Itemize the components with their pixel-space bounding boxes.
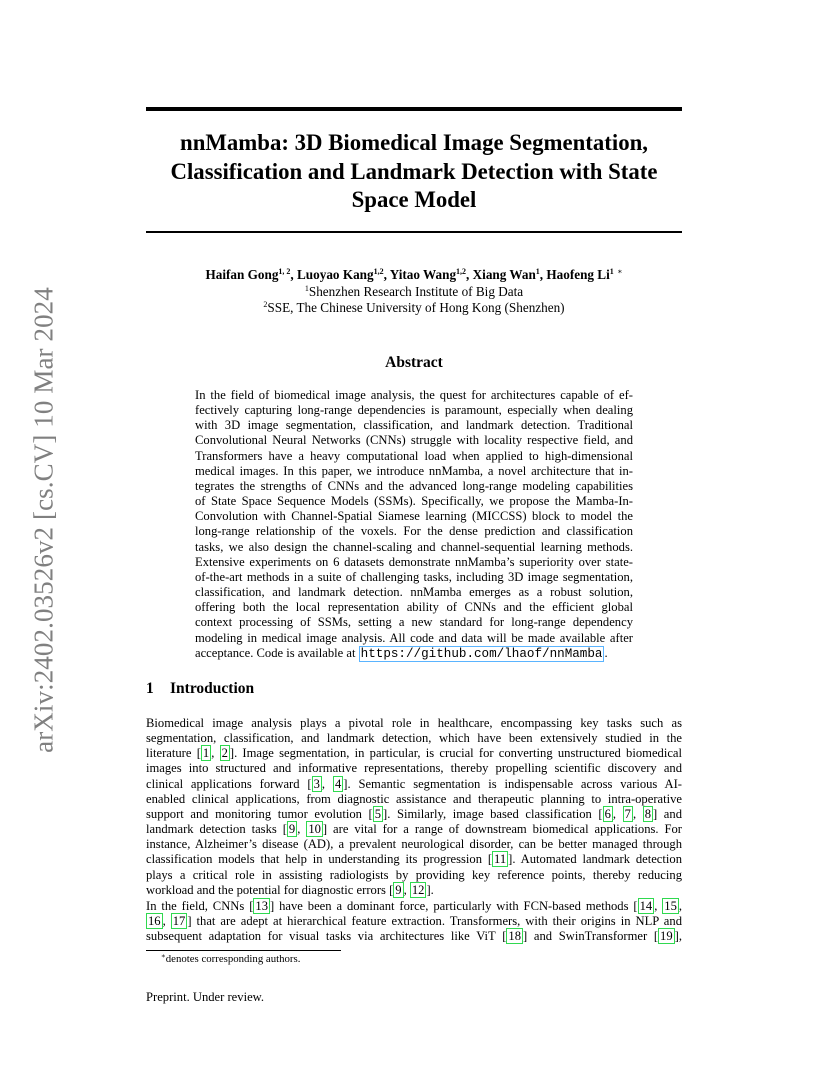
abstract-line: Convolution with Channel-Spatial Siamese learning (MICCSS) block to model the	[195, 509, 633, 524]
affiliation-2	[146, 300, 682, 317]
code-url-link[interactable]: https://github.com/lhaof/nnMamba	[360, 646, 603, 661]
abstract-line: In the field of biomedical image analysis, the quest for architectures capable of ef-	[195, 388, 633, 402]
citation-link[interactable]: 14	[639, 899, 653, 913]
affiliation-mark: 1	[304, 283, 309, 293]
body-text: workload and the potential for diagnostic errors	[146, 882, 390, 897]
section-number: 1	[146, 680, 154, 697]
affiliation-mark: 1	[609, 267, 614, 276]
abstract-line: modeling in medical image analysis. All code and data will be made available after	[195, 630, 633, 645]
abstract-line: medical images. In this paper, we introduce nnMamba, a novel architecture that in-	[195, 463, 633, 478]
body-text: are vital for a range of downstream biomedical applications. For	[327, 822, 682, 837]
footnote-rule	[146, 950, 341, 951]
body-text: . Similarly, image based classification	[387, 806, 599, 821]
footnote-mark: ∗	[161, 952, 166, 960]
abstract-line: of-the-art methods in a suite of challenging tasks, including 3D image segmentation,	[195, 569, 633, 584]
affiliation-mark: 1, 2	[278, 267, 291, 276]
section-heading	[146, 680, 254, 698]
title-line: Classification and Landmark Detection with State	[170, 158, 658, 184]
abstract-text: .	[604, 645, 608, 660]
abstract-line: of State Space Sequence Models (SSMs). Specifically, we propose the Mamba-In-	[195, 494, 633, 509]
corresponding-author-mark: ∗	[617, 267, 623, 276]
abstract-line: fectively capturing long-range dependencies is paramount, especially when dealing	[195, 403, 633, 418]
citation-link[interactable]: 13	[255, 899, 268, 913]
citation-link[interactable]: 17	[172, 914, 186, 929]
citation-link[interactable]: 5	[374, 806, 382, 821]
citation-link[interactable]: 8	[644, 806, 652, 821]
author-list: Haifan Gong$^{1, 2}$, Luoyao Kang$^{1,2}$, Yitao Wang$^{1,2}$, Xiang Wan$^1$, Haofeng Li$^1$ ∗	[205, 267, 623, 282]
citation-link[interactable]: 9	[288, 822, 296, 837]
abstract-line: offering both the local representation ability of CNNs and the efficient global	[195, 600, 633, 615]
body-text: and SwinTransformer	[527, 929, 654, 944]
paper-title	[146, 129, 682, 215]
preprint-notice: Preprint. Under review.	[146, 990, 265, 1004]
title-bottom-rule	[146, 231, 682, 233]
citation-link[interactable]: 10	[308, 822, 321, 837]
body-line: segmentation, classification, and landmark detection, which have been extensively studied in the	[146, 731, 682, 746]
body-line: workload and the potential for diagnostic errors [ 9 , 12 ].	[146, 882, 434, 897]
title-line: Space Model	[351, 187, 477, 212]
affiliation-mark: 1,2	[373, 267, 384, 276]
citation-link[interactable]: 7	[624, 806, 631, 821]
body-line: literature [ 1 , 2 ]. Image segmentation, in particular, is crucial for converting unstructured biomedical	[146, 746, 683, 761]
body-text: have been a dominant force, particularly with FCN-based methods	[274, 899, 634, 913]
affiliation-mark: 1	[535, 267, 540, 276]
citation-link[interactable]: 16	[148, 914, 161, 929]
body-text: that are adept at hierarchical feature extraction. Transformers, with their origins in NLP and	[191, 914, 682, 929]
body-text: clinical applications forward	[146, 776, 308, 791]
body-text: . Image segmentation, in particular, is crucial for converting unstructured biomedical	[234, 746, 683, 761]
body-line: In the field, CNNs [ 13 ] have been a dominant force, particularly with FCN-based methods [ 14 , 15 ,	[146, 899, 683, 913]
affiliation-mark: 1,2	[456, 267, 467, 276]
affiliation-text: SSE, The Chinese University of Hong Kong (Shenzhen)	[267, 300, 565, 315]
citation-link[interactable]: 1	[202, 746, 210, 761]
abstract-heading: Abstract	[385, 354, 443, 371]
author-name: Luoyao Kang	[297, 267, 374, 282]
body-line: subsequent adaptation for visual tasks via architectures like ViT [ 18 ] and SwinTransformer [ 19 ],	[146, 929, 682, 944]
abstract-line: long-range relationship of the voxels. For the dense prediction and classification	[195, 524, 633, 539]
body-text: and	[657, 806, 682, 821]
citation-link[interactable]: 15	[664, 899, 677, 913]
citation-link[interactable]: 11	[494, 852, 507, 867]
abstract-line: tasks, we also design the channel-scaling and channel-sequential learning methods.	[195, 539, 633, 554]
affiliation-1	[146, 284, 682, 301]
citation-link[interactable]: 3	[313, 776, 320, 791]
intro-paragraph-2	[146, 899, 682, 944]
section-title: Introduction	[170, 680, 255, 697]
author-block	[146, 267, 682, 317]
citation-link[interactable]: 9	[395, 882, 402, 897]
body-line: plays a critical role in assisting radiologists by providing key reference points, thereby reducing	[146, 867, 682, 882]
citation-link[interactable]: 4	[334, 776, 342, 791]
abstract-line	[195, 646, 633, 662]
body-line: Biomedical image analysis plays a pivotal role in healthcare, encompassing key tasks such as	[146, 716, 682, 730]
abstract-line: Extensive experiments on 6 datasets demonstrate nnMamba’s superiority over state-	[195, 554, 633, 569]
abstract-line: Transformers have a heavy computational load when applied to high-dimensional	[195, 448, 633, 463]
body-text: literature	[146, 746, 197, 761]
body-text: In the field, CNNs	[146, 899, 250, 913]
body-text: subsequent adaptation for visual tasks via architectures like ViT	[146, 929, 503, 944]
body-line: instance, Alzheimer’s disease (AD), a prevalent neurological disorder, can be better managed through	[146, 837, 682, 852]
body-text: landmark detection tasks	[146, 822, 283, 837]
abstract-line: tegrates the strengths of CNNs and the advanced long-range modeling capabilities	[195, 478, 633, 493]
body-text: ,	[678, 929, 682, 944]
body-line: support and monitoring tumor evolution [ 5 ]. Similarly, image based classification [ 6 , 7 , 8 ] and	[146, 806, 682, 821]
citation-link[interactable]: 12	[411, 882, 425, 897]
body-line: enabled clinical applications, from diagnostic assistance and therapeutic planning to intra-operative	[146, 791, 682, 806]
affiliation-mark: 2	[263, 300, 268, 309]
body-text: .	[430, 882, 434, 897]
body-text: support and monitoring tumor evolution	[146, 806, 369, 821]
footnote	[161, 953, 300, 965]
body-line: classification models that help in understanding its progression [ 11 ]. Automated landmark detection	[146, 852, 682, 867]
title-top-rule	[146, 107, 682, 111]
abstract-body	[195, 388, 633, 662]
abstract-text: acceptance. Code is available at	[195, 645, 359, 660]
author-name: Haofeng Li	[546, 267, 610, 282]
body-text: ,	[678, 899, 683, 913]
body-line: landmark detection tasks [ 9 , 10 ] are vital for a range of downstream biomedical applications. For	[146, 822, 682, 837]
citation-link[interactable]: 6	[604, 806, 611, 821]
body-text: classification models that help in understanding its progression	[146, 852, 488, 867]
footnote-text: denotes corresponding authors.	[165, 953, 301, 965]
arxiv-identifier[interactable]: arXiv:2402.03526v2 [cs.CV] 10 Mar 2024	[28, 287, 59, 753]
body-line: images into structured and informative representations, thereby propelling scientific discovery and	[146, 761, 682, 776]
title-line: nnMamba: 3D Biomedical Image Segmentation,	[180, 130, 648, 155]
abstract-line: context processing of SSMs, setting a new standard for long-range dependency	[195, 615, 633, 630]
body-line: clinical applications forward [ 3 , 4 ]. Semantic segmentation is indispensable across various AI-	[146, 776, 682, 791]
author-name: Haifan Gong	[205, 267, 279, 282]
body-text: . Semantic segmentation is indispensable across various AI-	[347, 776, 682, 791]
citation-link[interactable]: 18	[508, 929, 521, 944]
abstract-line: classification, and landmark detection. nnMamba emerges as a robust solution,	[195, 585, 633, 600]
citation-link[interactable]: 2	[221, 746, 228, 761]
abstract-line: with 3D image segmentation, classification, and landmark detection. Traditional	[195, 418, 633, 433]
citation-link[interactable]: 19	[660, 929, 673, 944]
author-name: Yitao Wang	[389, 267, 457, 282]
intro-paragraph-1	[146, 716, 682, 898]
author-name: Xiang Wan	[472, 267, 536, 282]
abstract-line: Convolutional Neural Networks (CNNs) struggle with locality respective field, and	[195, 433, 633, 448]
body-text: . Automated landmark detection	[512, 852, 682, 867]
body-line: 16 , 17 ] that are adept at hierarchical feature extraction. Transformers, with their origins in NLP and	[148, 914, 682, 929]
affiliation-text: Shenzhen Research Institute of Big Data	[308, 283, 524, 299]
